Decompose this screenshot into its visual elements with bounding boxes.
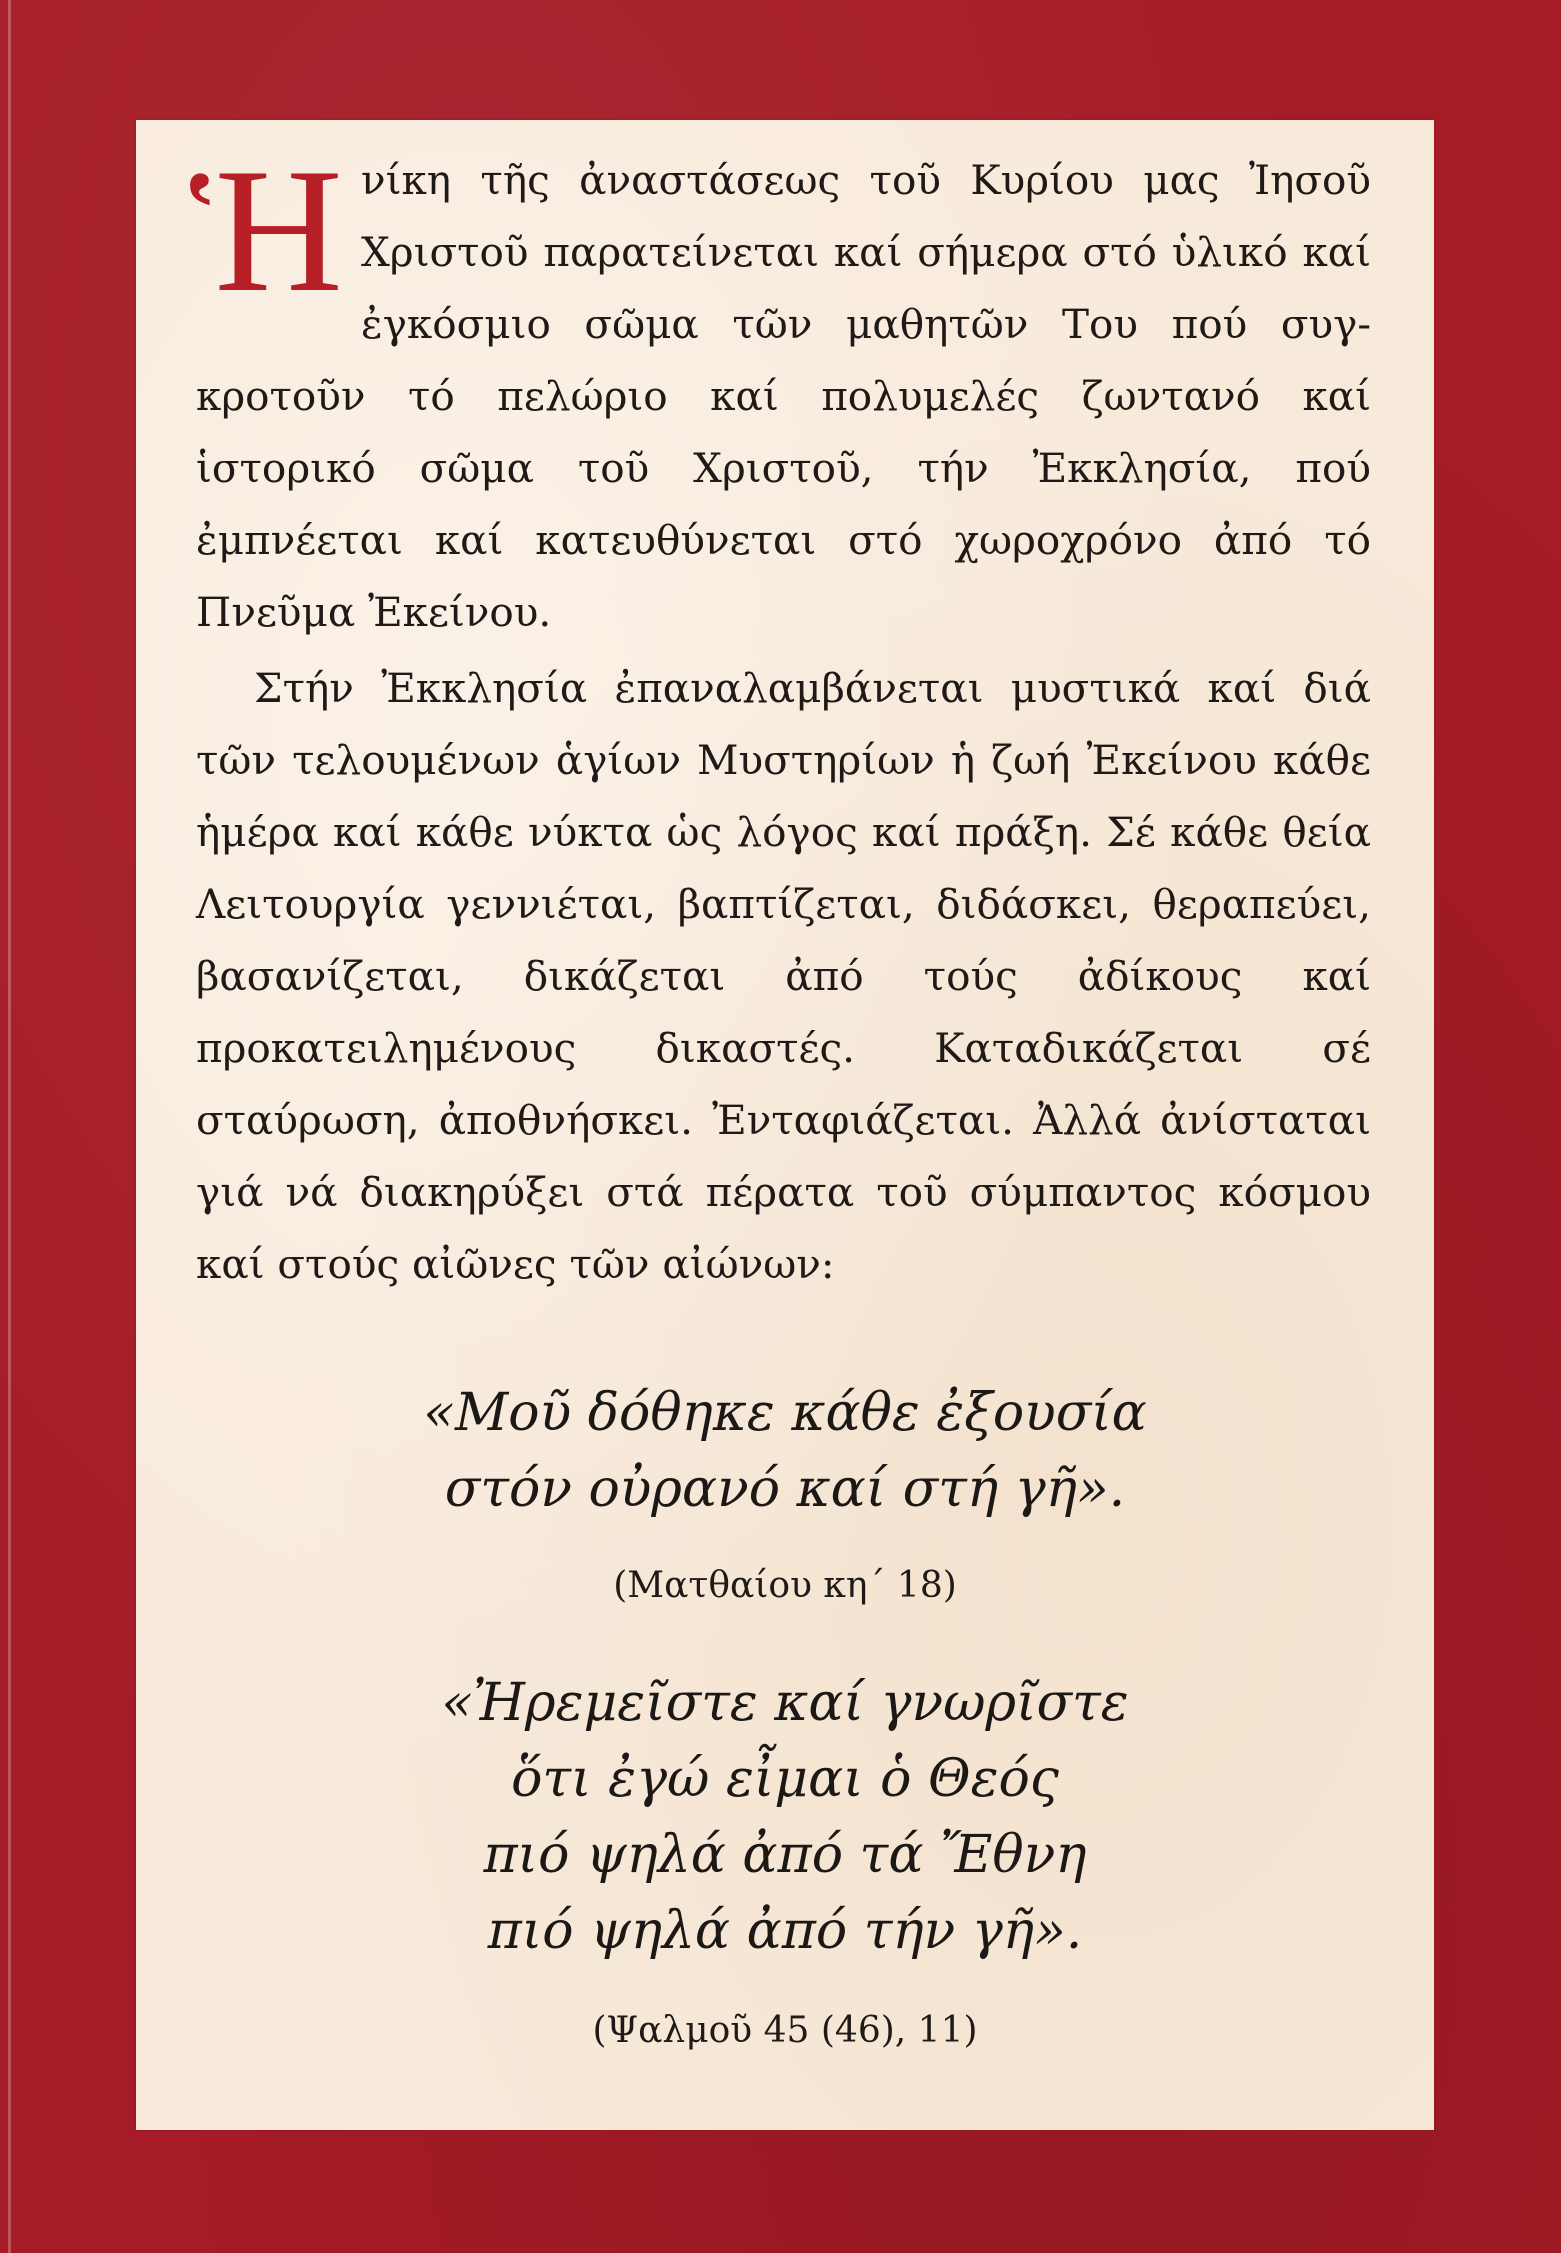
- page-edge: [8, 0, 11, 2253]
- paragraph-1: [190, 131, 1371, 648]
- quote-1-line-2: στόν οὐρανό καί στή γῆ».: [444, 1459, 1126, 1519]
- quote-2-line-3: πιό ψηλά ἀπό τά Ἔθνη: [483, 1825, 1087, 1885]
- quote-2: [136, 1665, 1434, 1969]
- paragraph-2: Στήν Ἐκκλησία ἐπαναλαμβάνεται μυστικά καί διά τῶν τελουμένων ἁγίων Μυστηρίων ἡ ζωή Ἐκείνου κάθε ἡμέρα καί κάθε νύκτα ὡς λόγος καί πράξη. Σέ κάθε θεία Λειτουργία γεννιέται, βαπτίζεται, διδάσκει, θεραπεύει, βασανίζεται, δικάζεται ἀπό τούς ἀδίκους καί προκατειλημένους δικαστές. Καταδικάζεται σέ σταύρωση, ἀποθνήσκει. Ἐνταφιάζεται. Ἀλλά ἀνίσταται γιά νά διακηρύξει στά πέρατα τοῦ σύμπαντος κόσμου καί στούς αἰῶνες τῶν αἰώνων:: [196, 664, 1371, 1288]
- quote-1-reference: (Ματθαίου κη΄ 18): [613, 1565, 957, 1606]
- quote-2-reference: (Ψαλμοῦ 45 (46), 11): [592, 2010, 978, 2051]
- paragraph-1-text: νίκη τῆς ἀναστάσεως τοῦ Κυρίου μας Ἰησοῦ Χριστοῦ παρατείνεται καί σήμερα στό ὑλικό καί ἐγκόσμιο σῶμα τῶν μαθητῶν Του πού συγκροτοῦν τό πελώριο καί πολυμελές ζωντανό καί ἱστορικό σῶμα τοῦ Χριστοῦ, τήν Ἐκκλησία, πού ἐμπνέεται καί κατευθύνεται στό χωροχρόνο ἀπό τό Πνεῦμα Ἐκείνου.: [196, 156, 1371, 636]
- quote-2-line-2: ὅτι ἐγώ εἶμαι ὁ Θεός: [511, 1749, 1059, 1809]
- quote-2-line-1: «Ἠρεμεῖστε καί γνωρῖστε: [441, 1673, 1129, 1733]
- dropcap-letter: Ἡ: [190, 131, 343, 329]
- quote-1-line-1: «Μοῦ δόθηκε κάθε ἐξουσία: [423, 1383, 1147, 1443]
- quote-1: [136, 1375, 1434, 1527]
- body-text: [190, 131, 1371, 1300]
- quote-2-line-4: πιό ψηλά ἀπό τήν γῆ».: [487, 1901, 1083, 1961]
- parchment-panel: [136, 120, 1434, 2130]
